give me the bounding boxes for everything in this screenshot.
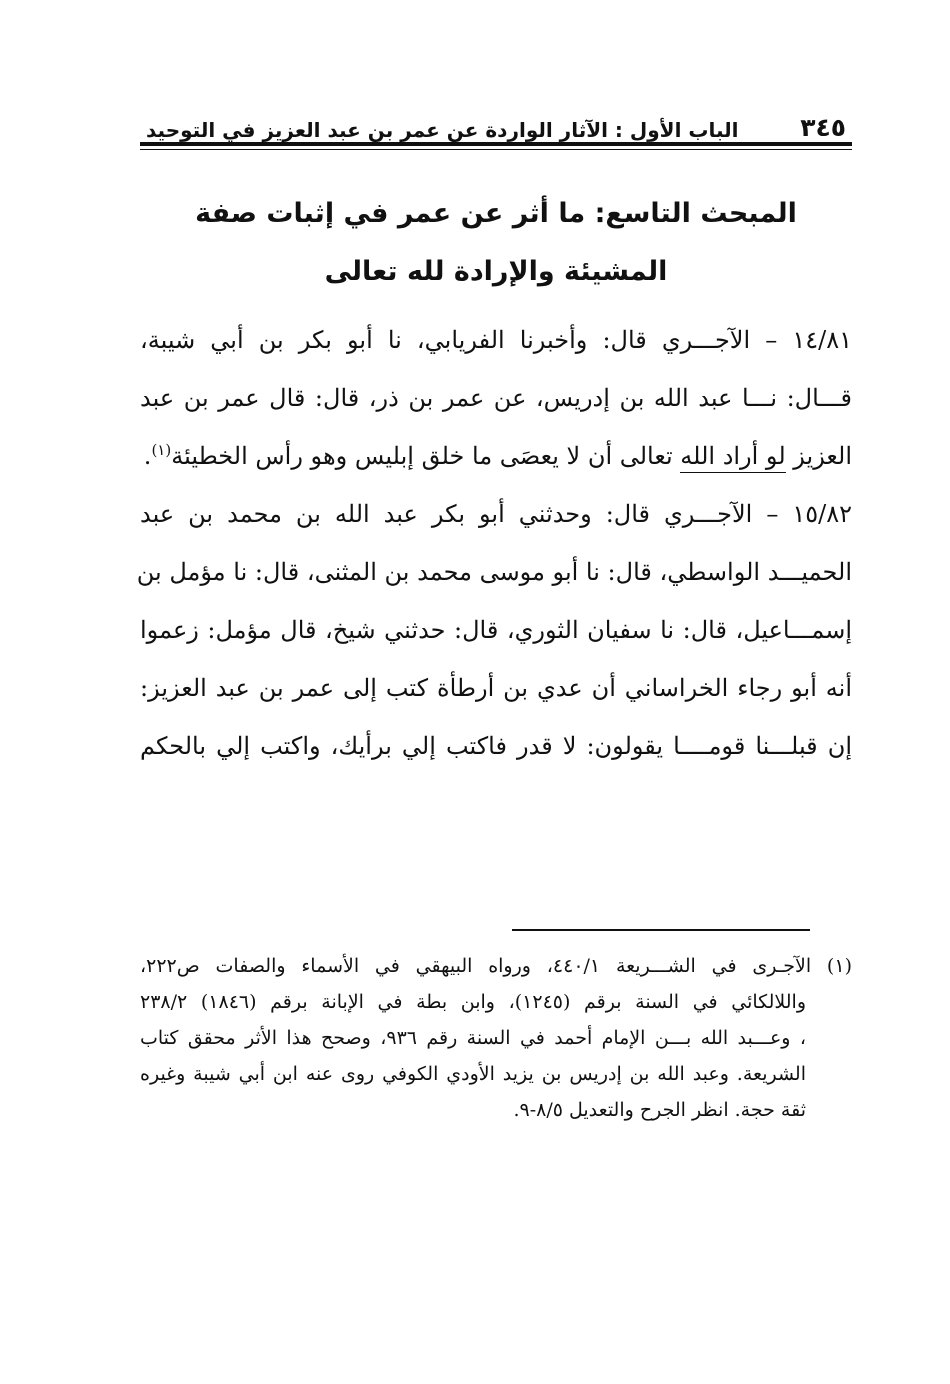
- footnote-line-5: ثقة حجة. انظر الجرح والتعديل ٨/٥-٩.: [513, 1099, 806, 1121]
- underlined-phrase: لو أراد الله: [680, 442, 785, 473]
- footnote-marker: (١): [151, 441, 172, 459]
- footnote-separator: [512, 929, 810, 931]
- body-line-3: [140, 434, 852, 492]
- page-number: ٣٤٥: [800, 113, 846, 142]
- body-line-1: ١٤/٨١ – الآجـــري قال: وأخبرنا الفريابي، نا أبو بكر بن أبي شيبة،: [140, 326, 852, 354]
- body-line-4: ١٥/٨٢ – الآجـــري قال: وحدثني أبو بكر عبد الله بن محمد بن عبد: [140, 500, 852, 528]
- body-line-3-period: .: [143, 442, 152, 470]
- footnote-line-1: (١) الآجـرى في الشـــريعة ٤٤٠/١، ورواه البيهقي في الأسماء والصفات ص٢٢٢،: [140, 955, 852, 977]
- running-title: الباب الأول : الآثار الواردة عن عمر بن عبد العزيز في التوحيد: [146, 118, 739, 142]
- body-text: [136, 318, 852, 782]
- section-heading-line-1: المبحث التاسع: ما أثر عن عمر في إثبات صفة: [195, 198, 797, 229]
- header-rule-thick: [140, 142, 852, 146]
- header-rule-thin: [140, 149, 852, 150]
- body-line-7: أنه أبو رجاء الخراساني أن عدي بن أرطأة كتب إلى عمر بن عبد العزيز:: [140, 674, 852, 702]
- footnote-line-3: ، وعـــبد الله بـــن الإمام أحمد في السنة رقم ٩٣٦، وصحح هذا الأثر محقق كتاب: [140, 1027, 806, 1049]
- body-line-6: إسمـــاعيل، قال: نا سفيان الثوري، قال: حدثني شيخ، قال مؤمل: زعموا: [140, 616, 852, 644]
- body-line-8: إن قبلـــنا قومــــا يقولون: لا قدر فاكتب إلي برأيك، واكتب إلي بالحكم: [140, 732, 852, 760]
- body-line-5: الحميـــد الواسطي، قال: نا أبو موسى محمد بن المثنى، قال: نا مؤمل بن: [136, 558, 852, 586]
- body-line-3-start: العزيز: [785, 442, 852, 470]
- body-line-2: قـــال: نـــا عبد الله بن إدريس، عن عمر بن ذر، قال: قال عمر بن عبد: [140, 384, 852, 412]
- footnote-line-2: واللالكائي في السنة برقم (١٢٤٥)، وابن بطة في الإبانة برقم (١٨٤٦) ٢٣٨/٢: [140, 991, 807, 1013]
- body-line-3-end: تعالى أن لا يعصَى ما خلق إبليس وهو رأس الخطيئة: [171, 442, 681, 470]
- footnote-line-4: الشريعة. وعبد الله بن إدريس بن يزيد الأودي الكوفي روى عنه ابن أبي شيبة وغيره: [140, 1063, 806, 1085]
- running-header: [140, 104, 852, 140]
- section-heading: [140, 188, 852, 304]
- footnotes: [140, 948, 852, 1128]
- section-heading-line-2: المشيئة والإرادة لله تعالى: [324, 256, 668, 287]
